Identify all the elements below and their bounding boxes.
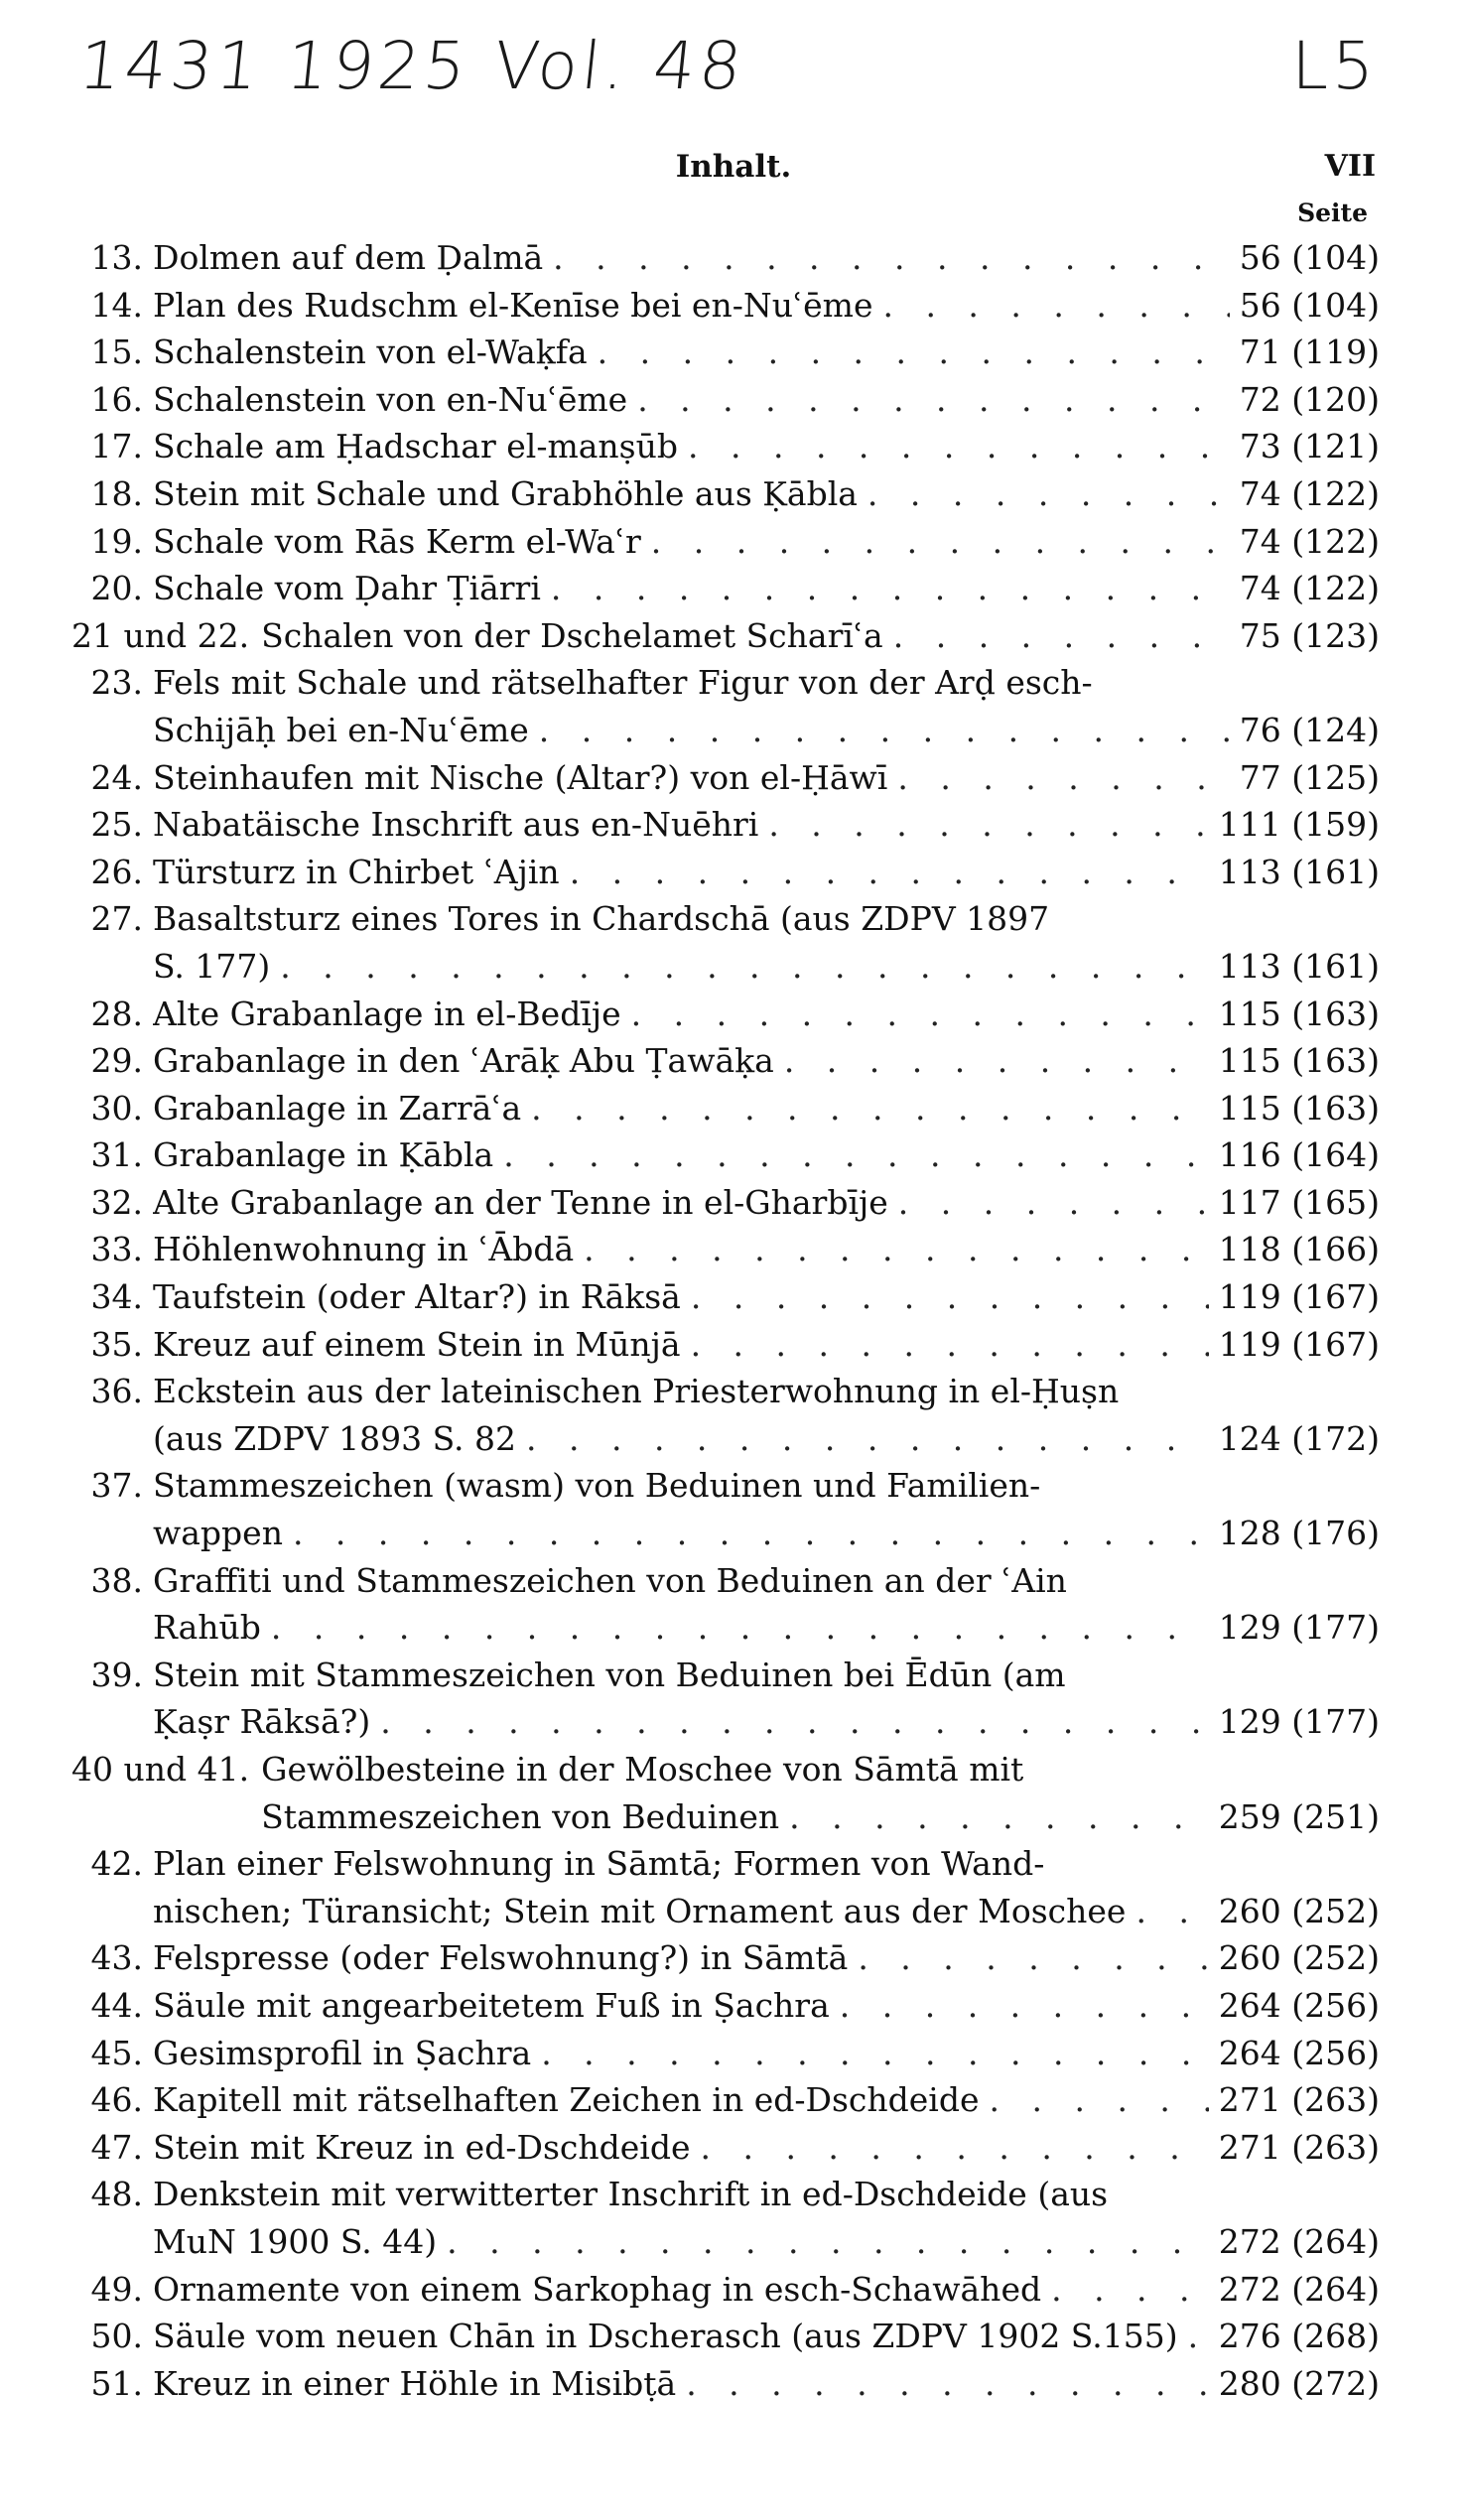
toc-entry-text: Kreuz in einer Höhle in Misibṭā	[153, 2363, 677, 2403]
dot-leader	[897, 754, 1229, 802]
toc-entry	[71, 1321, 1380, 1369]
dot-leader	[503, 1131, 1209, 1179]
toc-entry	[71, 423, 1380, 470]
toc-entry-page: 264 (256)	[1218, 2033, 1380, 2072]
toc-entry	[71, 2030, 1380, 2077]
toc-entry-page: 113 (161)	[1218, 946, 1380, 986]
toc-entry-page: 74 (122)	[1239, 521, 1380, 561]
toc-entry-number: 16.	[90, 379, 143, 419]
dot-leader	[631, 991, 1209, 1038]
dot-leader	[570, 849, 1209, 896]
toc-entry	[71, 2313, 1380, 2360]
toc-entry-text: Ornamente von einem Sarkophag in esch-Schawāhed	[153, 2269, 1042, 2309]
toc-entry-number: 18.	[90, 473, 143, 513]
toc-entry-text: Säule mit angearbeitetem Fuß in Ṣachra	[153, 1985, 830, 2025]
handwritten-annotation	[74, 28, 1388, 137]
toc-entry-page: 271 (263)	[1218, 2127, 1380, 2167]
dot-leader	[584, 1226, 1209, 1273]
toc-entry-text: Schijāḥ bei en-Nuʿēme	[153, 710, 529, 749]
toc-entry-text: Taufstein (oder Altar?) in Rāksā	[153, 1277, 681, 1317]
toc-entry-page: 116 (164)	[1218, 1135, 1380, 1175]
toc-entry	[71, 1462, 1380, 1556]
toc-entry-page: 113 (161)	[1218, 852, 1380, 891]
toc-entry-number: 32.	[90, 1182, 143, 1222]
toc-entry-text: Schale vom Rās Kerm el-Waʿr	[153, 521, 641, 561]
toc-entry	[71, 2124, 1380, 2172]
toc-entry-page: 77 (125)	[1239, 757, 1380, 797]
toc-entry-number: 19.	[90, 521, 143, 561]
toc-entry-text: MuN 1900 S. 44)	[153, 2221, 438, 2261]
toc-entry-page: 280 (272)	[1218, 2363, 1380, 2403]
toc-entry-number: 33.	[90, 1230, 143, 1269]
toc-entry-page: 128 (176)	[1218, 1514, 1380, 1553]
toc-entry-text: Grabanlage in den ʿArāḳ Abu Ṭawāḳa	[153, 1041, 774, 1081]
toc-entry	[71, 1131, 1380, 1179]
toc-entry-text: Schalenstein von el-Waḳfa	[153, 332, 588, 372]
dot-leader	[551, 565, 1230, 612]
toc-entry-number: 43.	[90, 1938, 143, 1978]
toc-entry	[71, 1934, 1380, 1982]
page-number: VII	[1324, 149, 1376, 184]
toc-entry	[71, 1746, 1380, 1840]
handwritten-mark: L5	[1291, 28, 1378, 104]
dot-leader	[840, 1982, 1209, 2030]
toc-entry-text: Kapitell mit rätselhaften Zeichen in ed-Dschdeide	[153, 2080, 980, 2120]
toc-entry	[71, 1085, 1380, 1132]
toc-entry	[71, 2266, 1380, 2314]
toc-entry	[71, 1982, 1380, 2030]
toc-entry	[71, 849, 1380, 896]
toc-entry-text: Gewölbesteine in der Moschee von Sāmtā mit	[261, 1750, 1024, 1789]
dot-leader	[280, 943, 1209, 991]
toc-entry-text: Steinhaufen mit Nische (Altar?) von el-Ḥāwī	[153, 757, 888, 797]
toc-entry-page: 117 (165)	[1218, 1182, 1380, 1222]
toc-entry-text: Stein mit Kreuz in ed-Dschdeide	[153, 2127, 691, 2167]
toc-entry-number: 31.	[90, 1135, 143, 1175]
toc-entry-number: 42.	[90, 1844, 143, 1884]
dot-leader	[893, 612, 1230, 660]
toc-entry-text: Schalenstein von en-Nuʿēme	[153, 379, 628, 419]
toc-entry-text: Plan einer Felswohnung in Sāmtā; Formen von Wand-	[153, 1844, 1045, 1884]
toc-entry-text: Kreuz auf einem Stein in Mūnjā	[153, 1324, 681, 1364]
toc-entry	[71, 1037, 1380, 1085]
toc-entry-page: 72 (120)	[1239, 379, 1380, 419]
toc-entry-text: Grabanlage in Ḳābla	[153, 1135, 494, 1175]
toc-entry-page: 118 (166)	[1218, 1230, 1380, 1269]
toc-entry-page: 74 (122)	[1239, 569, 1380, 608]
toc-entry	[71, 801, 1380, 849]
handwritten-catalog-number: 1431 1925 Vol. 48	[74, 28, 749, 104]
toc-entry-text: Schale vom Ḍahr Ṭiārri	[153, 569, 541, 608]
toc-entry-text: Türsturz in Chirbet ʿAjin	[153, 852, 560, 891]
toc-entry	[71, 895, 1380, 990]
toc-entry-text: Schale am Ḥadschar el-manṣūb	[153, 427, 678, 466]
dot-leader	[691, 1321, 1209, 1369]
toc-entry-page: 111 (159)	[1218, 805, 1380, 845]
toc-entry-number: 38.	[90, 1560, 143, 1600]
dot-leader	[637, 376, 1230, 424]
toc-entry-text: Alte Grabanlage in el-Bedīje	[153, 994, 621, 1033]
toc-entry-text: Ḳaṣr Rāksā?)	[153, 1702, 371, 1742]
toc-entry-page: 276 (268)	[1218, 2317, 1380, 2356]
dot-leader	[990, 2076, 1209, 2124]
dot-leader	[858, 1934, 1208, 1982]
toc-entry-page: 115 (163)	[1218, 1088, 1380, 1127]
toc-entry-number: 17.	[90, 427, 143, 466]
toc-entry-number: 24.	[90, 757, 143, 797]
toc-entry-number: 27.	[90, 899, 143, 939]
dot-leader	[553, 234, 1230, 282]
toc-entry-number: 37.	[90, 1466, 143, 1506]
toc-entry-number: 50.	[90, 2317, 143, 2356]
toc-entry-text: Alte Grabanlage an der Tenne in el-Gharbīje	[153, 1182, 888, 1222]
toc-entry-number: 20.	[90, 569, 143, 608]
dot-leader	[541, 2030, 1209, 2077]
toc-entry-number: 51.	[90, 2363, 143, 2403]
toc-entry-number: 30.	[90, 1088, 143, 1127]
toc-entry-text: Basaltsturz eines Tores in Chardschā (aus ZDPV 1897	[153, 899, 1050, 939]
toc-entry-text: Graffiti und Stammeszeichen von Beduinen an der ʿAin	[153, 1560, 1067, 1600]
dot-leader	[768, 801, 1208, 849]
toc-entry-text: Felspresse (oder Felswohnung?) in Sāmtā	[153, 1938, 849, 1978]
dot-leader	[688, 423, 1230, 470]
toc-entry-page: 264 (256)	[1218, 1985, 1380, 2025]
toc-entry-number: 36.	[90, 1372, 143, 1411]
toc-entry-page: 119 (167)	[1218, 1277, 1380, 1317]
toc-entry-number: 28.	[90, 994, 143, 1033]
page-title: Inhalt.	[675, 149, 792, 185]
toc-entry-number: 40 und 41.	[71, 1750, 250, 1789]
toc-entry	[71, 470, 1380, 518]
toc-entry	[71, 1840, 1380, 1934]
toc-entry-number: 34.	[90, 1277, 143, 1317]
toc-entry-number: 29.	[90, 1041, 143, 1081]
toc-entry-text: Nabatäische Inschrift aus en-Nuēhri	[153, 805, 759, 845]
toc-entry-text: Stammeszeichen von Beduinen	[261, 1796, 780, 1836]
toc-entry-page: 124 (172)	[1218, 1418, 1380, 1458]
dot-leader	[539, 707, 1230, 754]
toc-entry-text: wappen	[153, 1514, 283, 1553]
toc-entry-number: 39.	[90, 1655, 143, 1694]
toc-entry-number: 15.	[90, 332, 143, 372]
toc-entry-page: 75 (123)	[1239, 615, 1380, 655]
toc-entry	[71, 234, 1380, 282]
toc-entry-number: 46.	[90, 2080, 143, 2120]
toc-entry-page: 56 (104)	[1239, 238, 1380, 277]
toc-entry	[71, 1273, 1380, 1321]
dot-leader	[447, 2218, 1209, 2266]
dot-leader	[686, 2360, 1209, 2408]
toc-entry-text: Dolmen auf dem Ḍalmā	[153, 238, 544, 277]
toc-entry-page: 260 (252)	[1218, 1891, 1380, 1930]
toc-entry-number: 49.	[90, 2269, 143, 2309]
toc-entry-page: 272 (264)	[1218, 2221, 1380, 2261]
toc-entry-text: Stein mit Stammeszeichen von Beduinen bei Ēdūn (am	[153, 1655, 1066, 1694]
dot-leader	[789, 1793, 1209, 1841]
toc-entry	[71, 612, 1380, 660]
toc-entry-number: 13.	[90, 238, 143, 277]
toc-entry-page: 129 (177)	[1218, 1702, 1380, 1742]
toc-entry	[71, 754, 1380, 802]
toc-entry-text: Gesimsprofil in Ṣachra	[153, 2033, 532, 2072]
toc-entry-text: Grabanlage in Zarrāʿa	[153, 1088, 522, 1127]
toc-entry	[71, 991, 1380, 1038]
dot-leader	[531, 1085, 1209, 1132]
toc-entry	[71, 282, 1380, 330]
dot-leader	[651, 518, 1230, 566]
toc-entry-text: Rahūb	[153, 1608, 261, 1648]
toc-entry-page: 129 (177)	[1218, 1608, 1380, 1648]
seite-column-label: Seite	[1297, 199, 1368, 227]
toc-entry-text: Stammeszeichen (wasm) von Beduinen und Familien-	[153, 1466, 1041, 1506]
toc-entry-number: 48.	[90, 2175, 143, 2214]
dot-leader	[1051, 2266, 1209, 2314]
toc-entry-text: S. 177)	[153, 946, 271, 986]
dot-leader	[784, 1037, 1209, 1085]
toc-entry-number: 23.	[90, 663, 143, 703]
toc-entry-text: Denkstein mit verwitterter Inschrift in ed-Dschdeide (aus	[153, 2175, 1109, 2214]
toc-entry-number: 25.	[90, 805, 143, 845]
toc-entry-page: 115 (163)	[1218, 994, 1380, 1033]
page-header	[0, 149, 1467, 194]
toc-entry-page: 74 (122)	[1239, 473, 1380, 513]
toc-entry-text: nischen; Türansicht; Stein mit Ornament aus der Moschee	[153, 1891, 1127, 1930]
dot-leader	[271, 1604, 1209, 1652]
table-of-contents	[71, 234, 1380, 2407]
toc-entry-page: 73 (121)	[1239, 427, 1380, 466]
dot-leader	[1188, 2313, 1209, 2360]
toc-entry-text: Plan des Rudschm el-Kenīse bei en-Nuʿēme	[153, 285, 873, 325]
toc-entry-number: 44.	[90, 1985, 143, 2025]
toc-entry-text: Stein mit Schale und Grabhöhle aus Ḳābla	[153, 473, 858, 513]
toc-entry-number: 14.	[90, 285, 143, 325]
toc-entry	[71, 2076, 1380, 2124]
toc-entry-text: Eckstein aus der lateinischen Priesterwohnung in el-Ḥuṣn	[153, 1372, 1120, 1411]
toc-entry	[71, 1557, 1380, 1652]
toc-entry-number: 45.	[90, 2033, 143, 2072]
toc-entry	[71, 1226, 1380, 1273]
dot-leader	[898, 1179, 1209, 1227]
toc-entry-page: 259 (251)	[1218, 1796, 1380, 1836]
toc-entry	[71, 659, 1380, 753]
dot-leader	[691, 1273, 1209, 1321]
toc-entry-page: 272 (264)	[1218, 2269, 1380, 2309]
toc-entry	[71, 376, 1380, 424]
dot-leader	[700, 2124, 1208, 2172]
dot-leader	[293, 1510, 1209, 1557]
toc-entry-text: Höhlenwohnung in ʿĀbdā	[153, 1230, 575, 1269]
toc-entry-text: (aus ZDPV 1893 S. 82	[153, 1418, 517, 1458]
toc-entry-text: Fels mit Schale und rätselhafter Figur von der Arḍ esch-	[153, 663, 1093, 703]
dot-leader	[882, 282, 1229, 330]
toc-entry-page: 115 (163)	[1218, 1041, 1380, 1081]
toc-entry-number: 47.	[90, 2127, 143, 2167]
toc-entry	[71, 1179, 1380, 1227]
dot-leader	[867, 470, 1230, 518]
toc-entry-page: 271 (263)	[1218, 2080, 1380, 2120]
toc-entry-page: 56 (104)	[1239, 285, 1380, 325]
toc-entry	[71, 329, 1380, 376]
toc-entry-text: Säule vom neuen Chān in Dscherasch (aus ZDPV 1902 S.155)	[153, 2317, 1178, 2356]
toc-entry	[71, 518, 1380, 566]
toc-entry	[71, 2171, 1380, 2265]
toc-entry-page: 71 (119)	[1239, 332, 1380, 372]
toc-entry-page: 260 (252)	[1218, 1938, 1380, 1978]
toc-entry-number: 35.	[90, 1324, 143, 1364]
dot-leader	[598, 329, 1230, 376]
toc-entry-page: 76 (124)	[1239, 710, 1380, 749]
dot-leader	[526, 1415, 1209, 1463]
dot-leader	[1135, 1888, 1208, 1935]
toc-entry-number: 21 und 22.	[71, 615, 250, 655]
toc-entry-number: 26.	[90, 852, 143, 891]
dot-leader	[380, 1698, 1209, 1746]
toc-entry-page: 119 (167)	[1218, 1324, 1380, 1364]
toc-entry	[71, 1652, 1380, 1746]
toc-entry	[71, 565, 1380, 612]
toc-entry-text: Schalen von der Dschelamet Scharīʿa	[261, 615, 883, 655]
toc-entry	[71, 2360, 1380, 2408]
toc-entry	[71, 1368, 1380, 1462]
